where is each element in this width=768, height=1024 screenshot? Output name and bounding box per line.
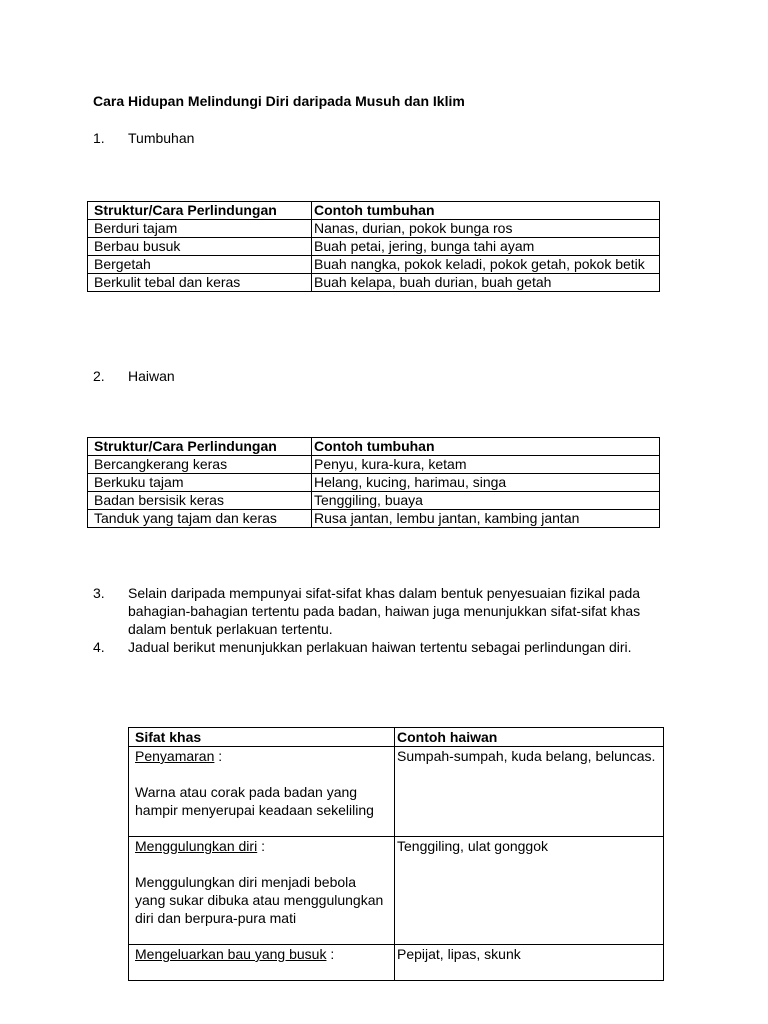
table-row [88, 256, 660, 274]
table-row [129, 837, 664, 945]
trait-term: Penyamaran [135, 748, 215, 764]
table-row [129, 945, 664, 981]
table-cell: Berbau busuk [88, 238, 312, 256]
trait-suffix: : [326, 946, 335, 962]
table-header-cell: Struktur/Cara Perlindungan [88, 202, 312, 220]
table-row [88, 510, 660, 528]
trait-suffix: : [214, 748, 223, 764]
table-header-cell: Contoh tumbuhan [312, 438, 660, 456]
table-cell: Tenggiling, buaya [312, 492, 660, 510]
table-header-row [88, 202, 660, 220]
table-cell: Berduri tajam [88, 220, 312, 238]
table-row [88, 474, 660, 492]
table-sifat-khas [128, 727, 664, 981]
table-cell [129, 945, 395, 981]
table-cell: Bergetah [88, 256, 312, 274]
table-tumbuhan [87, 201, 660, 292]
table-cell: Buah petai, jering, bunga tahi ayam [312, 238, 660, 256]
table-row [88, 492, 660, 510]
table-cell: Buah kelapa, buah durian, buah getah [312, 274, 660, 292]
table-header-cell: Contoh haiwan [395, 728, 664, 747]
trait-description: Warna atau corak pada badan yang hampir menyerupai keadaan sekeliling [135, 784, 374, 818]
table-cell: Helang, kucing, harimau, singa [312, 474, 660, 492]
section1-heading: Tumbuhan [128, 130, 195, 146]
point3-text: Selain daripada mempunyai sifat-sifat khas dalam bentuk penyesuaian fizikal pada bahagian-bahagian tertentu pada badan, haiwan juga menunjukkan sifat-sifat khas dalam bentuk perlakuan tertentu. [128, 585, 641, 637]
table-row [88, 456, 660, 474]
table-cell [129, 837, 395, 945]
table-cell: Nanas, durian, pokok bunga ros [312, 220, 660, 238]
table-cell: Rusa jantan, lembu jantan, kambing jantan [312, 510, 660, 528]
table-header-row [129, 728, 664, 747]
table-cell: Buah nangka, pokok keladi, pokok getah, pokok betik [312, 256, 660, 274]
section2-number: 2. [93, 368, 105, 384]
table-header-row [88, 438, 660, 456]
trait-term: Menggulungkan diri [135, 838, 258, 854]
table-header-cell: Sifat khas [129, 728, 395, 747]
table-row [88, 238, 660, 256]
table-cell: Bercangkerang keras [88, 456, 312, 474]
table-cell: Sumpah-sumpah, kuda belang, beluncas. [395, 747, 664, 837]
table-header-cell: Struktur/Cara Perlindungan [88, 438, 312, 456]
section1-number: 1. [93, 130, 105, 146]
table-row [88, 274, 660, 292]
page-title: Cara Hidupan Melindungi Diri daripada Musuh dan Iklim [93, 93, 465, 109]
table-cell: Badan bersisik keras [88, 492, 312, 510]
section2-heading: Haiwan [128, 368, 175, 384]
table-cell: Penyu, kura-kura, ketam [312, 456, 660, 474]
point4-number: 4. [93, 639, 105, 655]
trait-description: Menggulungkan diri menjadi bebola yang sukar dibuka atau menggulungkan diri dan berpura-pura mati [135, 874, 384, 926]
point3-number: 3. [93, 585, 105, 601]
table-cell: Tenggiling, ulat gonggok [395, 837, 664, 945]
table-cell: Pepijat, lipas, skunk [395, 945, 664, 981]
table-cell: Tanduk yang tajam dan keras [88, 510, 312, 528]
table-cell [129, 747, 395, 837]
trait-suffix: : [257, 838, 265, 854]
table-cell: Berkulit tebal dan keras [88, 274, 312, 292]
table-header-cell: Contoh tumbuhan [312, 202, 660, 220]
table-row [129, 747, 664, 837]
trait-term: Mengeluarkan bau yang busuk [135, 946, 327, 962]
table-row [88, 220, 660, 238]
table-cell: Berkuku tajam [88, 474, 312, 492]
table-haiwan [87, 437, 660, 528]
point4-text: Jadual berikut menunjukkan perlakuan haiwan tertentu sebagai perlindungan diri. [128, 639, 632, 655]
